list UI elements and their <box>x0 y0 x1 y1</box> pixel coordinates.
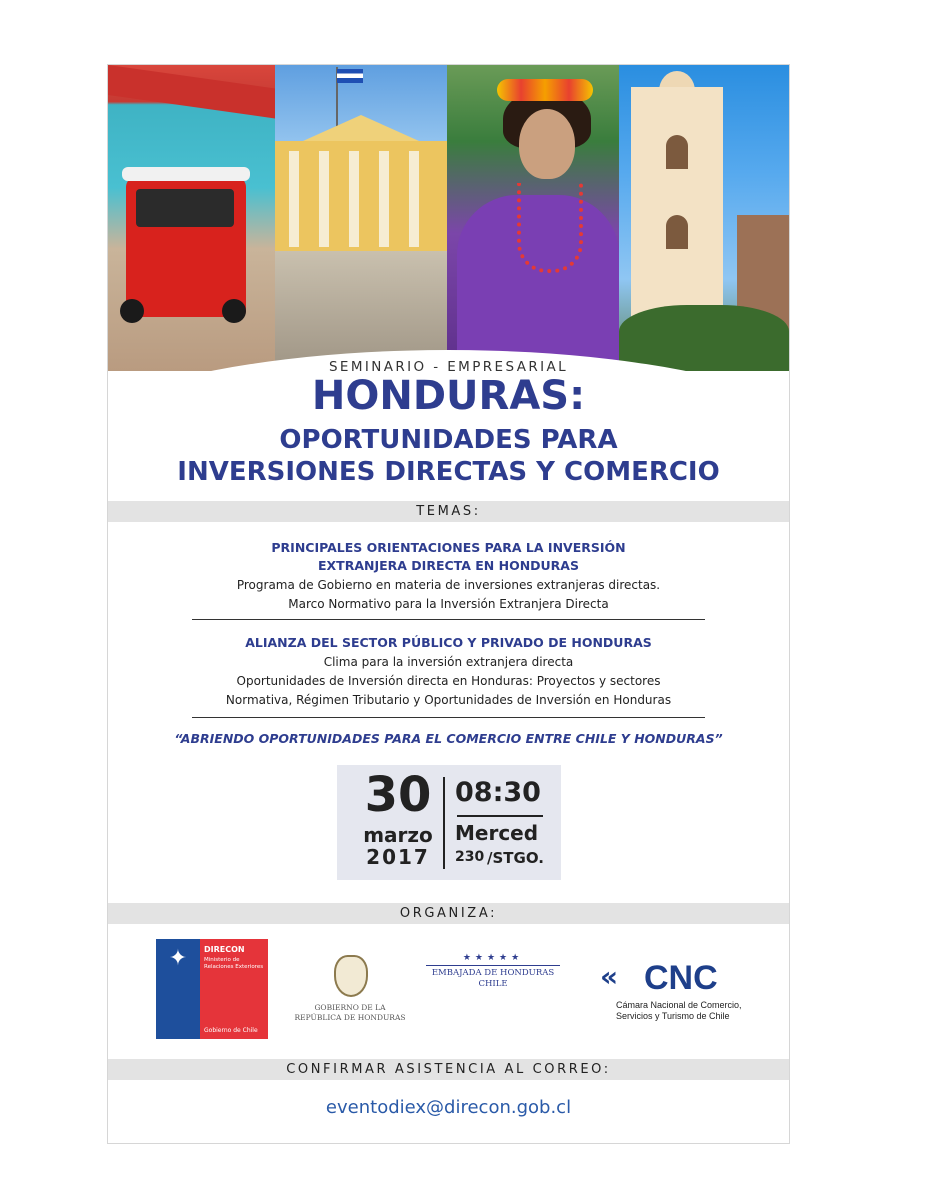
photo-church <box>619 65 789 371</box>
divider <box>192 717 705 718</box>
photo-tuktuk <box>108 65 275 371</box>
event-kicker: SEMINARIO - EMPRESARIAL <box>328 359 569 375</box>
divider <box>192 619 705 620</box>
topic2-item: Normativa, Régimen Tributario y Oportunidades de Inversión en Honduras <box>225 693 672 707</box>
cnc-mark-icon: « <box>600 960 619 993</box>
event-year: 2017 <box>366 845 430 869</box>
event-poster <box>107 64 790 1144</box>
topic1-title-line1: PRINCIPALES ORIENTACIONES PARA LA INVERSIÓN <box>271 540 626 555</box>
topic1-item: Programa de Gobierno en materia de inversiones extranjeras directas. <box>236 578 661 592</box>
organiza-band: ORGANIZA: <box>108 903 789 924</box>
direcon-logo: ✦ DIRECON Ministerio de Relaciones Exteriores Gobierno de Chile <box>156 939 268 1039</box>
honduras-flag-image <box>337 69 363 83</box>
event-day: 30 <box>364 767 432 823</box>
event-subtitle-line2: INVERSIONES DIRECTAS Y COMERCIO <box>177 457 720 487</box>
event-slogan: “ABRIENDO OPORTUNIDADES PARA EL COMERCIO ENTRE CHILE Y HONDURAS” <box>174 731 723 746</box>
topic2-item: Clima para la inversión extranjera directa <box>323 655 574 669</box>
cnc-logo: « CNC Cámara Nacional de Comercio, Servicios y Turismo de Chile <box>600 959 742 1021</box>
separator <box>443 777 445 869</box>
photo-strip <box>108 65 789 371</box>
photo-dancer <box>447 65 619 371</box>
stars-icon: ★★★★★ <box>462 953 524 963</box>
embajada-honduras-logo: ★★★★★ EMBAJADA DE HONDURAS CHILE <box>418 953 568 1013</box>
event-title: HONDURAS: <box>311 373 586 419</box>
photo-palace <box>275 65 447 371</box>
event-subtitle-line1: OPORTUNIDADES PARA <box>279 425 618 455</box>
event-time: 08:30 <box>455 777 541 808</box>
date-place-box <box>337 765 561 880</box>
rsvp-band: CONFIRMAR ASISTENCIA AL CORREO: <box>108 1059 789 1080</box>
gobierno-honduras-logo: GOBIERNO DE LA REPÚBLICA DE HONDURAS <box>294 941 406 1037</box>
temas-band: TEMAS: <box>108 501 789 522</box>
event-month: marzo <box>363 823 433 847</box>
event-street-number: 230 <box>455 849 485 865</box>
event-street: Merced <box>455 821 539 845</box>
honduras-crest-icon <box>334 955 368 997</box>
topic1-title-line2: EXTRANJERA DIRECTA EN HONDURAS <box>318 558 579 573</box>
topic2-item: Oportunidades de Inversión directa en Honduras: Proyectos y sectores <box>236 674 661 688</box>
separator <box>457 815 543 817</box>
event-city: /STGO. <box>487 849 544 867</box>
topic2-title: ALIANZA DEL SECTOR PÚBLICO Y PRIVADO DE HONDURAS <box>245 635 652 650</box>
rsvp-email-link[interactable]: eventodiex@direcon.gob.cl <box>325 1097 572 1118</box>
chile-coat-of-arms-icon: ✦ <box>168 946 188 971</box>
topic1-item: Marco Normativo para la Inversión Extranjera Directa <box>288 597 609 611</box>
red-tuktuk-image <box>126 177 246 317</box>
